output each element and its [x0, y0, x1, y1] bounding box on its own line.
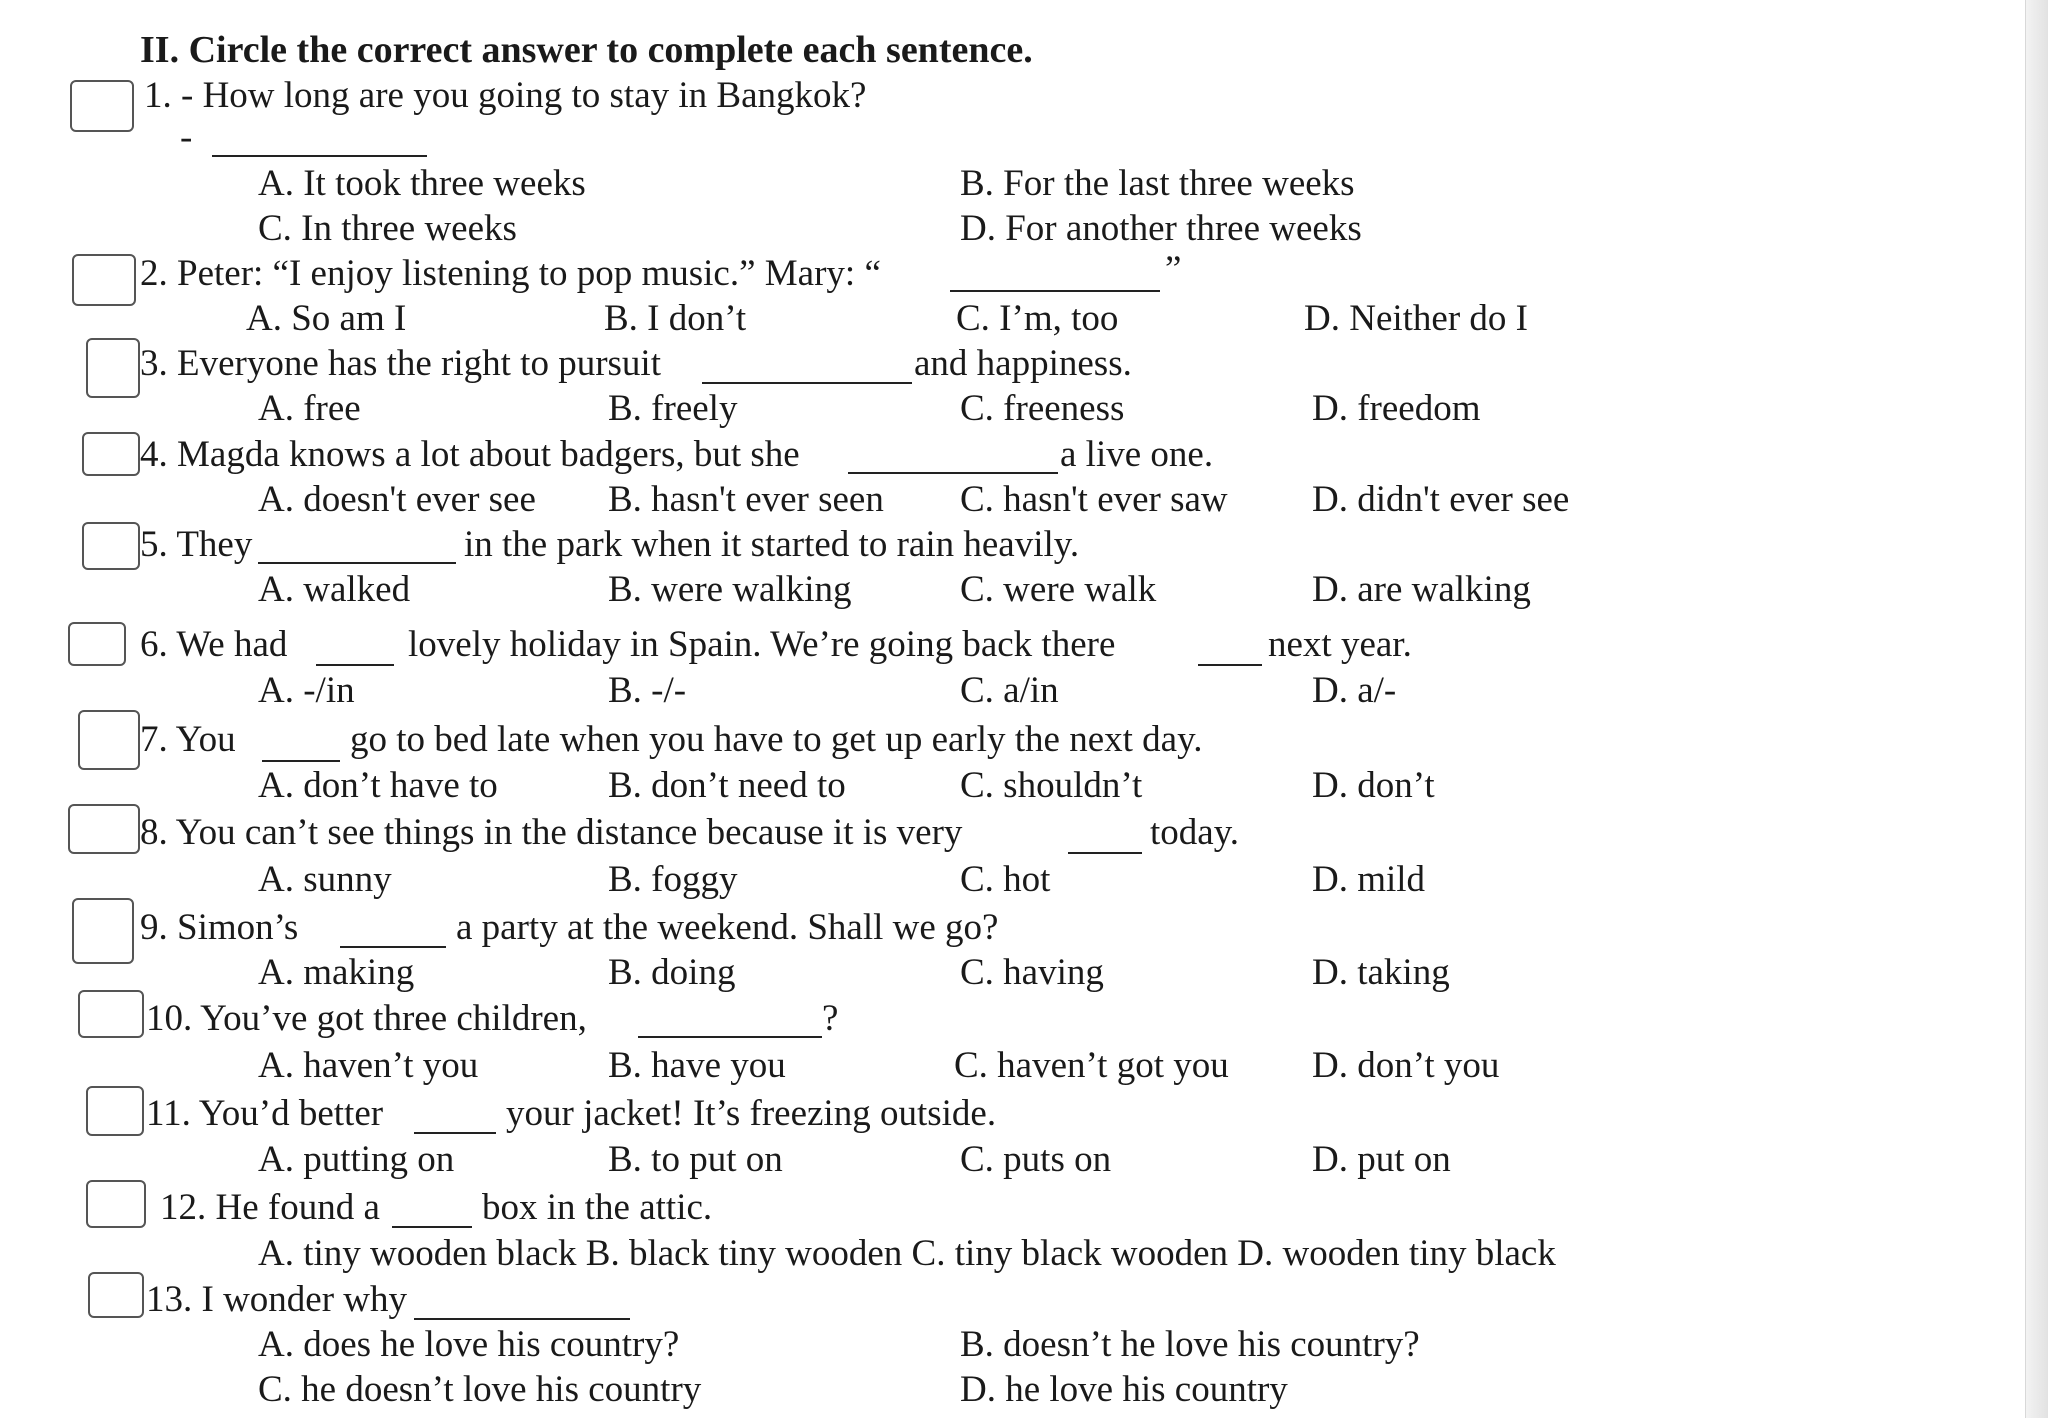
option-1d[interactable]: D. For another three weeks: [960, 208, 1362, 249]
blank-6a: [316, 664, 394, 666]
option-5d[interactable]: D. are walking: [1312, 569, 1531, 610]
option-9a[interactable]: A. making: [258, 952, 415, 993]
option-13d[interactable]: D. he love his country: [960, 1369, 1288, 1410]
option-11b[interactable]: B. to put on: [608, 1139, 783, 1180]
option-7c[interactable]: C. shouldn’t: [960, 765, 1143, 806]
question-2-part1: 2. Peter: “I enjoy listening to pop music.” Mary: “: [140, 253, 881, 294]
option-8c[interactable]: C. hot: [960, 859, 1051, 900]
option-10a[interactable]: A. haven’t you: [258, 1045, 479, 1086]
answer-box-7[interactable]: [78, 710, 140, 770]
question-13-part1: 13. I wonder why: [146, 1279, 408, 1320]
answer-box-8[interactable]: [68, 804, 140, 854]
option-3c[interactable]: C. freeness: [960, 388, 1125, 429]
option-10b[interactable]: B. have you: [608, 1045, 786, 1086]
option-4b[interactable]: B. hasn't ever seen: [608, 479, 884, 520]
blank-4: [848, 472, 1058, 474]
question-8-part1: 8. You can’t see things in the distance because it is very: [140, 812, 963, 853]
question-6-part1: 6. We had: [140, 624, 288, 665]
option-12-all[interactable]: A. tiny wooden black B. black tiny wooden C. tiny black wooden D. wooden tiny black: [258, 1233, 1556, 1274]
blank-11: [414, 1132, 496, 1134]
option-7a[interactable]: A. don’t have to: [258, 765, 498, 806]
question-10-part2: ?: [822, 998, 839, 1039]
option-3d[interactable]: D. freedom: [1312, 388, 1481, 429]
option-9b[interactable]: B. doing: [608, 952, 736, 993]
blank-10: [638, 1036, 822, 1038]
page-edge: [2025, 0, 2048, 1418]
question-8-part2: today.: [1150, 812, 1240, 853]
answer-box-6[interactable]: [68, 622, 126, 666]
question-9-part2: a party at the weekend. Shall we go?: [456, 907, 999, 948]
option-5c[interactable]: C. were walk: [960, 569, 1157, 610]
option-10d[interactable]: D. don’t you: [1312, 1045, 1500, 1086]
option-2a[interactable]: A. So am I: [246, 298, 407, 339]
option-1c[interactable]: C. In three weeks: [258, 208, 517, 249]
blank-7: [262, 760, 340, 762]
question-11-part1: 11. You’d better: [146, 1093, 384, 1134]
answer-box-4[interactable]: [82, 432, 140, 476]
option-4d[interactable]: D. didn't ever see: [1312, 479, 1570, 520]
answer-box-5[interactable]: [82, 522, 140, 570]
question-7-part1: 7. You: [140, 719, 236, 760]
option-1b[interactable]: B. For the last three weeks: [960, 163, 1355, 204]
answer-box-11[interactable]: [86, 1086, 144, 1136]
option-6d[interactable]: D. a/-: [1312, 670, 1397, 711]
option-7b[interactable]: B. don’t need to: [608, 765, 846, 806]
question-6-part2: lovely holiday in Spain. We’re going back there: [408, 624, 1116, 665]
question-3-part2: and happiness.: [914, 343, 1132, 384]
answer-box-1[interactable]: [70, 80, 134, 132]
option-8d[interactable]: D. mild: [1312, 859, 1426, 900]
blank-13: [414, 1318, 630, 1320]
answer-box-3[interactable]: [86, 338, 140, 398]
option-6c[interactable]: C. a/in: [960, 670, 1059, 711]
question-12-part1: 12. He found a: [160, 1187, 380, 1228]
question-3-part1: 3. Everyone has the right to pursuit: [140, 343, 661, 384]
option-2d[interactable]: D. Neither do I: [1304, 298, 1528, 339]
question-12-part2: box in the attic.: [482, 1187, 713, 1228]
option-6a[interactable]: A. -/in: [258, 670, 355, 711]
option-4a[interactable]: A. doesn't ever see: [258, 479, 536, 520]
answer-box-2[interactable]: [72, 254, 136, 306]
option-2c[interactable]: C. I’m, too: [956, 298, 1119, 339]
option-13a[interactable]: A. does he love his country?: [258, 1324, 680, 1365]
dialogue-dash: -: [180, 117, 193, 158]
question-5-part2: in the park when it started to rain heavily.: [464, 524, 1080, 565]
option-1a[interactable]: A. It took three weeks: [258, 163, 586, 204]
blank-2: [950, 290, 1160, 292]
option-7d[interactable]: D. don’t: [1312, 765, 1435, 806]
option-11c[interactable]: C. puts on: [960, 1139, 1112, 1180]
option-5b[interactable]: B. were walking: [608, 569, 852, 610]
question-1: 1. - How long are you going to stay in Bangkok?: [144, 75, 867, 116]
option-6b[interactable]: B. -/-: [608, 670, 687, 711]
option-9c[interactable]: C. having: [960, 952, 1104, 993]
answer-box-10[interactable]: [78, 990, 144, 1038]
question-10-part1: 10. You’ve got three children,: [146, 998, 587, 1039]
answer-box-9[interactable]: [72, 898, 134, 964]
option-2b[interactable]: B. I don’t: [604, 298, 747, 339]
answer-box-13[interactable]: [88, 1272, 144, 1318]
option-11d[interactable]: D. put on: [1312, 1139, 1451, 1180]
blank-8: [1068, 852, 1142, 854]
option-5a[interactable]: A. walked: [258, 569, 411, 610]
question-6-part3: next year.: [1268, 624, 1412, 665]
blank-12: [392, 1226, 472, 1228]
option-3a[interactable]: A. free: [258, 388, 361, 429]
blank-5: [258, 562, 456, 564]
option-10c[interactable]: C. haven’t got you: [954, 1045, 1229, 1086]
blank-9: [340, 946, 446, 948]
option-9d[interactable]: D. taking: [1312, 952, 1450, 993]
section-heading: II. Circle the correct answer to complete each sentence.: [140, 29, 1033, 71]
answer-box-12[interactable]: [86, 1180, 146, 1228]
blank-6b: [1198, 664, 1262, 666]
option-13b[interactable]: B. doesn’t he love his country?: [960, 1324, 1420, 1365]
question-4-part2: a live one.: [1060, 434, 1214, 475]
question-9-part1: 9. Simon’s: [140, 907, 299, 948]
option-11a[interactable]: A. putting on: [258, 1139, 455, 1180]
option-13c[interactable]: C. he doesn’t love his country: [258, 1369, 702, 1410]
blank-3: [702, 382, 912, 384]
question-4-part1: 4. Magda knows a lot about badgers, but she: [140, 434, 800, 475]
question-5-part1: 5. They: [140, 524, 253, 565]
option-8a[interactable]: A. sunny: [258, 859, 392, 900]
blank-1: [212, 155, 427, 157]
question-2-part2: ”: [1165, 249, 1182, 290]
option-8b[interactable]: B. foggy: [608, 859, 738, 900]
question-7-part2: go to bed late when you have to get up early the next day.: [350, 719, 1203, 760]
option-4c[interactable]: C. hasn't ever saw: [960, 479, 1228, 520]
option-3b[interactable]: B. freely: [608, 388, 738, 429]
question-11-part2: your jacket! It’s freezing outside.: [506, 1093, 997, 1134]
